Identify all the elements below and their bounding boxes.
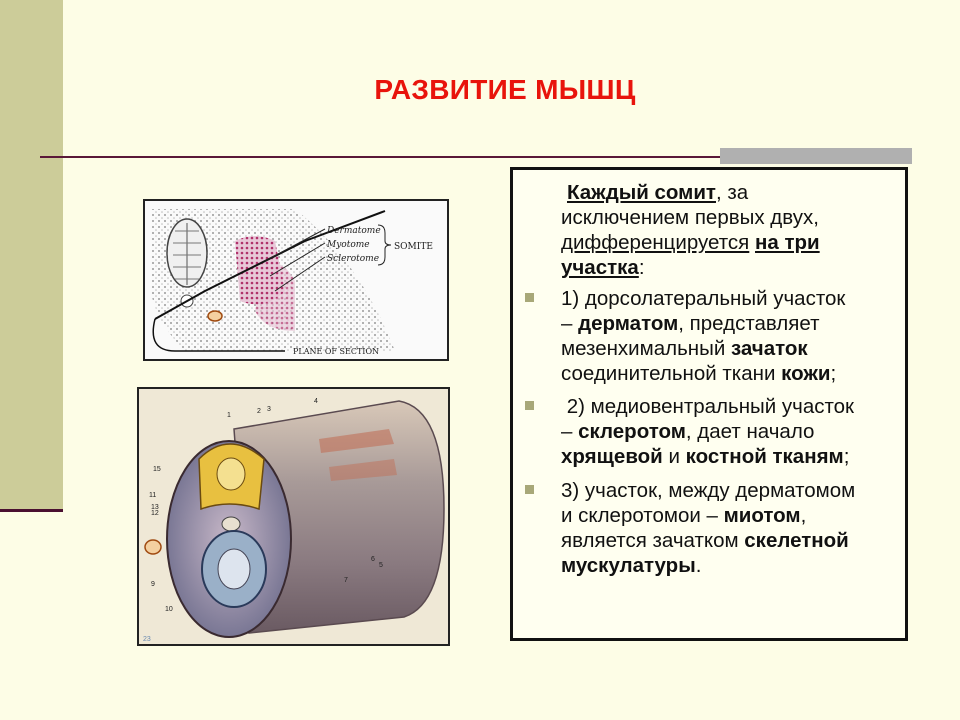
- left-decorative-bar: [0, 0, 63, 511]
- gray-accent-bar: [720, 148, 912, 164]
- fig-number: 11: [149, 492, 157, 499]
- intro-paragraph: Каждый сомит, за исключением первых двух, дифференцируется на три участка:: [561, 181, 820, 279]
- content-textbox: [510, 167, 908, 641]
- sclerotome-label: Sclerotome: [327, 254, 380, 264]
- embryo-diagram: [139, 389, 448, 644]
- fig-number: 6: [371, 556, 375, 563]
- fig-number: 2: [257, 408, 261, 415]
- fig-number: 13: [151, 504, 159, 511]
- somite-diagram: [145, 201, 447, 359]
- bullet-sclerotome: 2) медиовентральный участок – склеротом, дает начало хрящевой и костной тканям;: [525, 394, 905, 469]
- plane-of-section-label: PLANE OF SECTION: [293, 347, 380, 356]
- somite-term: Каждый сомит: [567, 181, 716, 204]
- fig-number: 5: [379, 562, 383, 569]
- left-bar-underline: [0, 509, 63, 512]
- fig-number: 15: [153, 466, 161, 473]
- bullet-dermatome: 1) дорсолатеральный участок – дерматом, представляет мезенхимальный зачаток соединительной ткани кожи;: [525, 286, 905, 386]
- bullet-square-icon: [525, 485, 534, 494]
- dermatome-term: дерматом: [578, 312, 679, 335]
- bullet-square-icon: [525, 401, 534, 410]
- vessel-icon: [145, 540, 161, 554]
- fig-number: 4: [314, 398, 318, 405]
- fig-number: 12: [151, 510, 159, 517]
- sclerotome-term: склеротом: [578, 420, 686, 443]
- myotome-label: Myotome: [327, 240, 370, 250]
- neural-tube-icon: [217, 458, 245, 490]
- fig-number: 10: [165, 606, 173, 613]
- bullet-myotome: 3) участок, между дерматомом и склеротомои – миотом, является зачатком скелетной мускулатуры.: [525, 478, 905, 578]
- notochord-icon: [222, 517, 240, 531]
- fig-number: 3: [267, 406, 271, 413]
- fig-number: 1: [227, 412, 231, 419]
- three-parts-term: на три участка: [561, 231, 820, 279]
- dermatome-label: Dermatome: [327, 226, 381, 236]
- somite-label: SOMITE: [394, 242, 433, 252]
- vessel-icon: [208, 311, 222, 321]
- fig-number: 9: [151, 581, 155, 588]
- somite-section-figure: [143, 199, 449, 361]
- fig-number: 7: [344, 577, 348, 584]
- slide-title: РАЗВИТИЕ МЫШЦ: [374, 74, 636, 105]
- figure-corner-number: 23: [143, 636, 151, 643]
- bullet-square-icon: [525, 293, 534, 302]
- embryo-cylinder-figure: [137, 387, 450, 646]
- myotome-term: миотом: [723, 504, 801, 527]
